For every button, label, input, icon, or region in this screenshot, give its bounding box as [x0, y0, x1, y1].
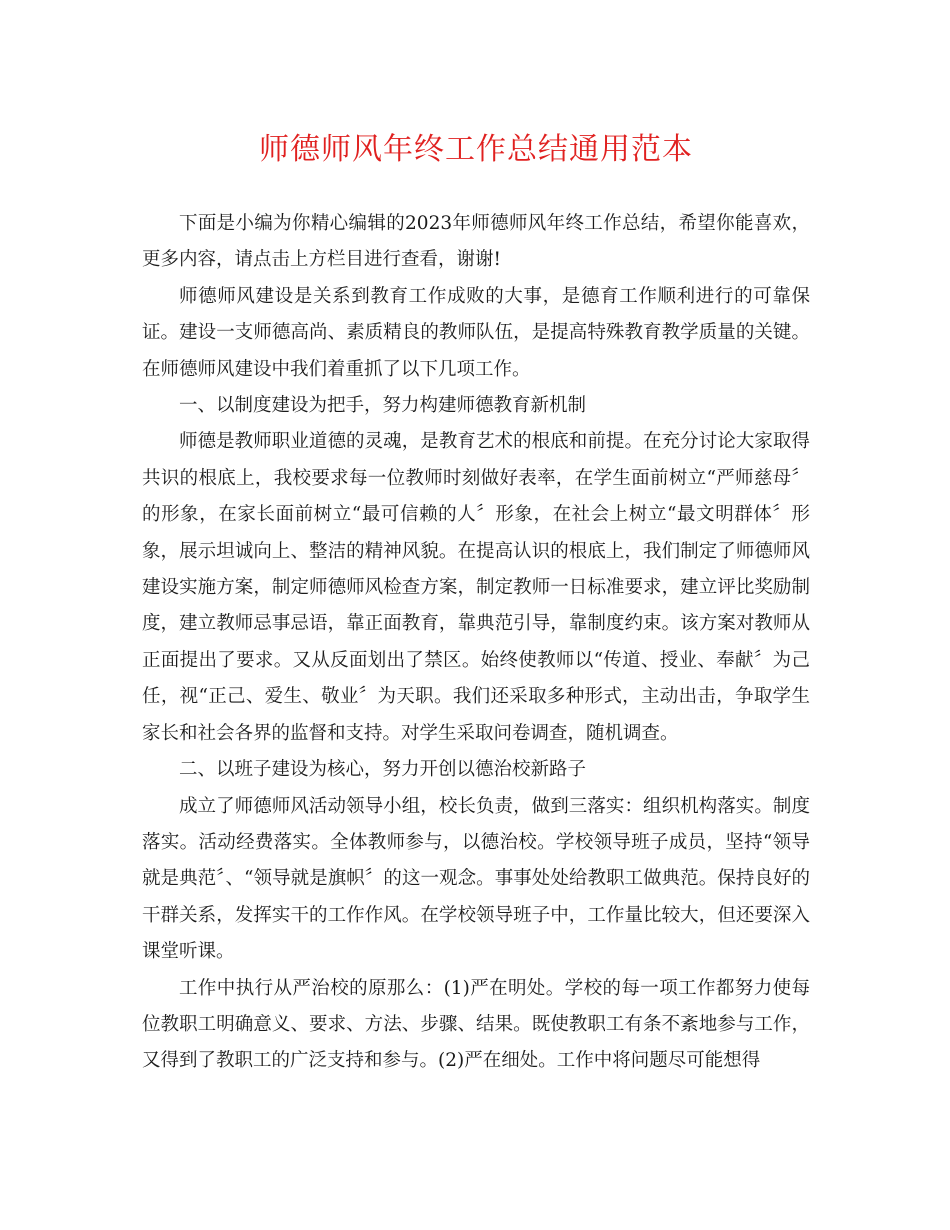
paragraph-intro: 下面是小编为你精心编辑的2023年师德师风年终工作总结，希望你能喜欢，更多内容，请点击上方栏目进行查看，谢谢!: [142, 213, 810, 271]
document-title: 师德师风年终工作总结通用范本: [259, 132, 693, 167]
document-page: [142, 128, 810, 1080]
paragraph-overview: 师德师风建设是关系到教育工作成败的大事，是德育工作顺利进行的可靠保证。建设一支师德高尚、素质精良的教师队伍，是提高特殊教育教学质量的关键。在师德师风建设中我们着重抓了以下几项工作。: [142, 285, 810, 380]
section-heading-1: 一、以制度建设为把手，努力构建师德教育新机制: [179, 395, 587, 417]
section-heading-2: 二、以班子建设为核心，努力开创以德治校新路子: [179, 759, 587, 781]
paragraph-section-2: 成立了师德师风活动领导小组，校长负责，做到三落实：组织机构落实。制度落实。活动经费落实。全体教师参与，以德治校。学校领导班子成员，坚持“领导就是典范〞、“领导就是旗帜〞的这一观念。事事处处给教职工做典范。保持良好的干群关系，发挥实干的工作作风。在学校领导班子中，工作量比较大，但还要深入课堂听课。: [142, 795, 810, 963]
paragraph-strict-management: 工作中执行从严治校的原那么：(1)严在明处。学校的每一项工作都努力使每位教职工明确意义、要求、方法、步骤、结果。既使教职工有条不紊地参与工作，又得到了教职工的广泛支持和参与。(2)严在细处。工作中将问题尽可能想得: [142, 977, 810, 1072]
paragraph-section-1: 师德是教师职业道德的灵魂，是教育艺术的根底和前提。在充分讨论大家取得共识的根底上，我校要求每一位教师时刻做好表率，在学生面前树立“严师慈母〞的形象，在家长面前树立“最可信赖的人〞形象，在社会上树立“最文明群体〞形象，展示坦诚向上、整洁的精神风貌。在提高认识的根底上，我们制定了师德师风建设实施方案，制定师德师风检查方案，制定教师一日标准要求，建立评比奖励制度，建立教师忌事忌语，靠正面教育，靠典范引导，靠制度约束。该方案对教师从正面提出了要求。又从反面划出了禁区。始终使教师以“传道、授业、奉献〞为己任，视“正己、爱生、敬业〞为天职。我们还采取多种形式，主动出击，争取学生家长和社会各界的监督和支持。对学生采取问卷调查，随机调查。: [142, 431, 810, 744]
